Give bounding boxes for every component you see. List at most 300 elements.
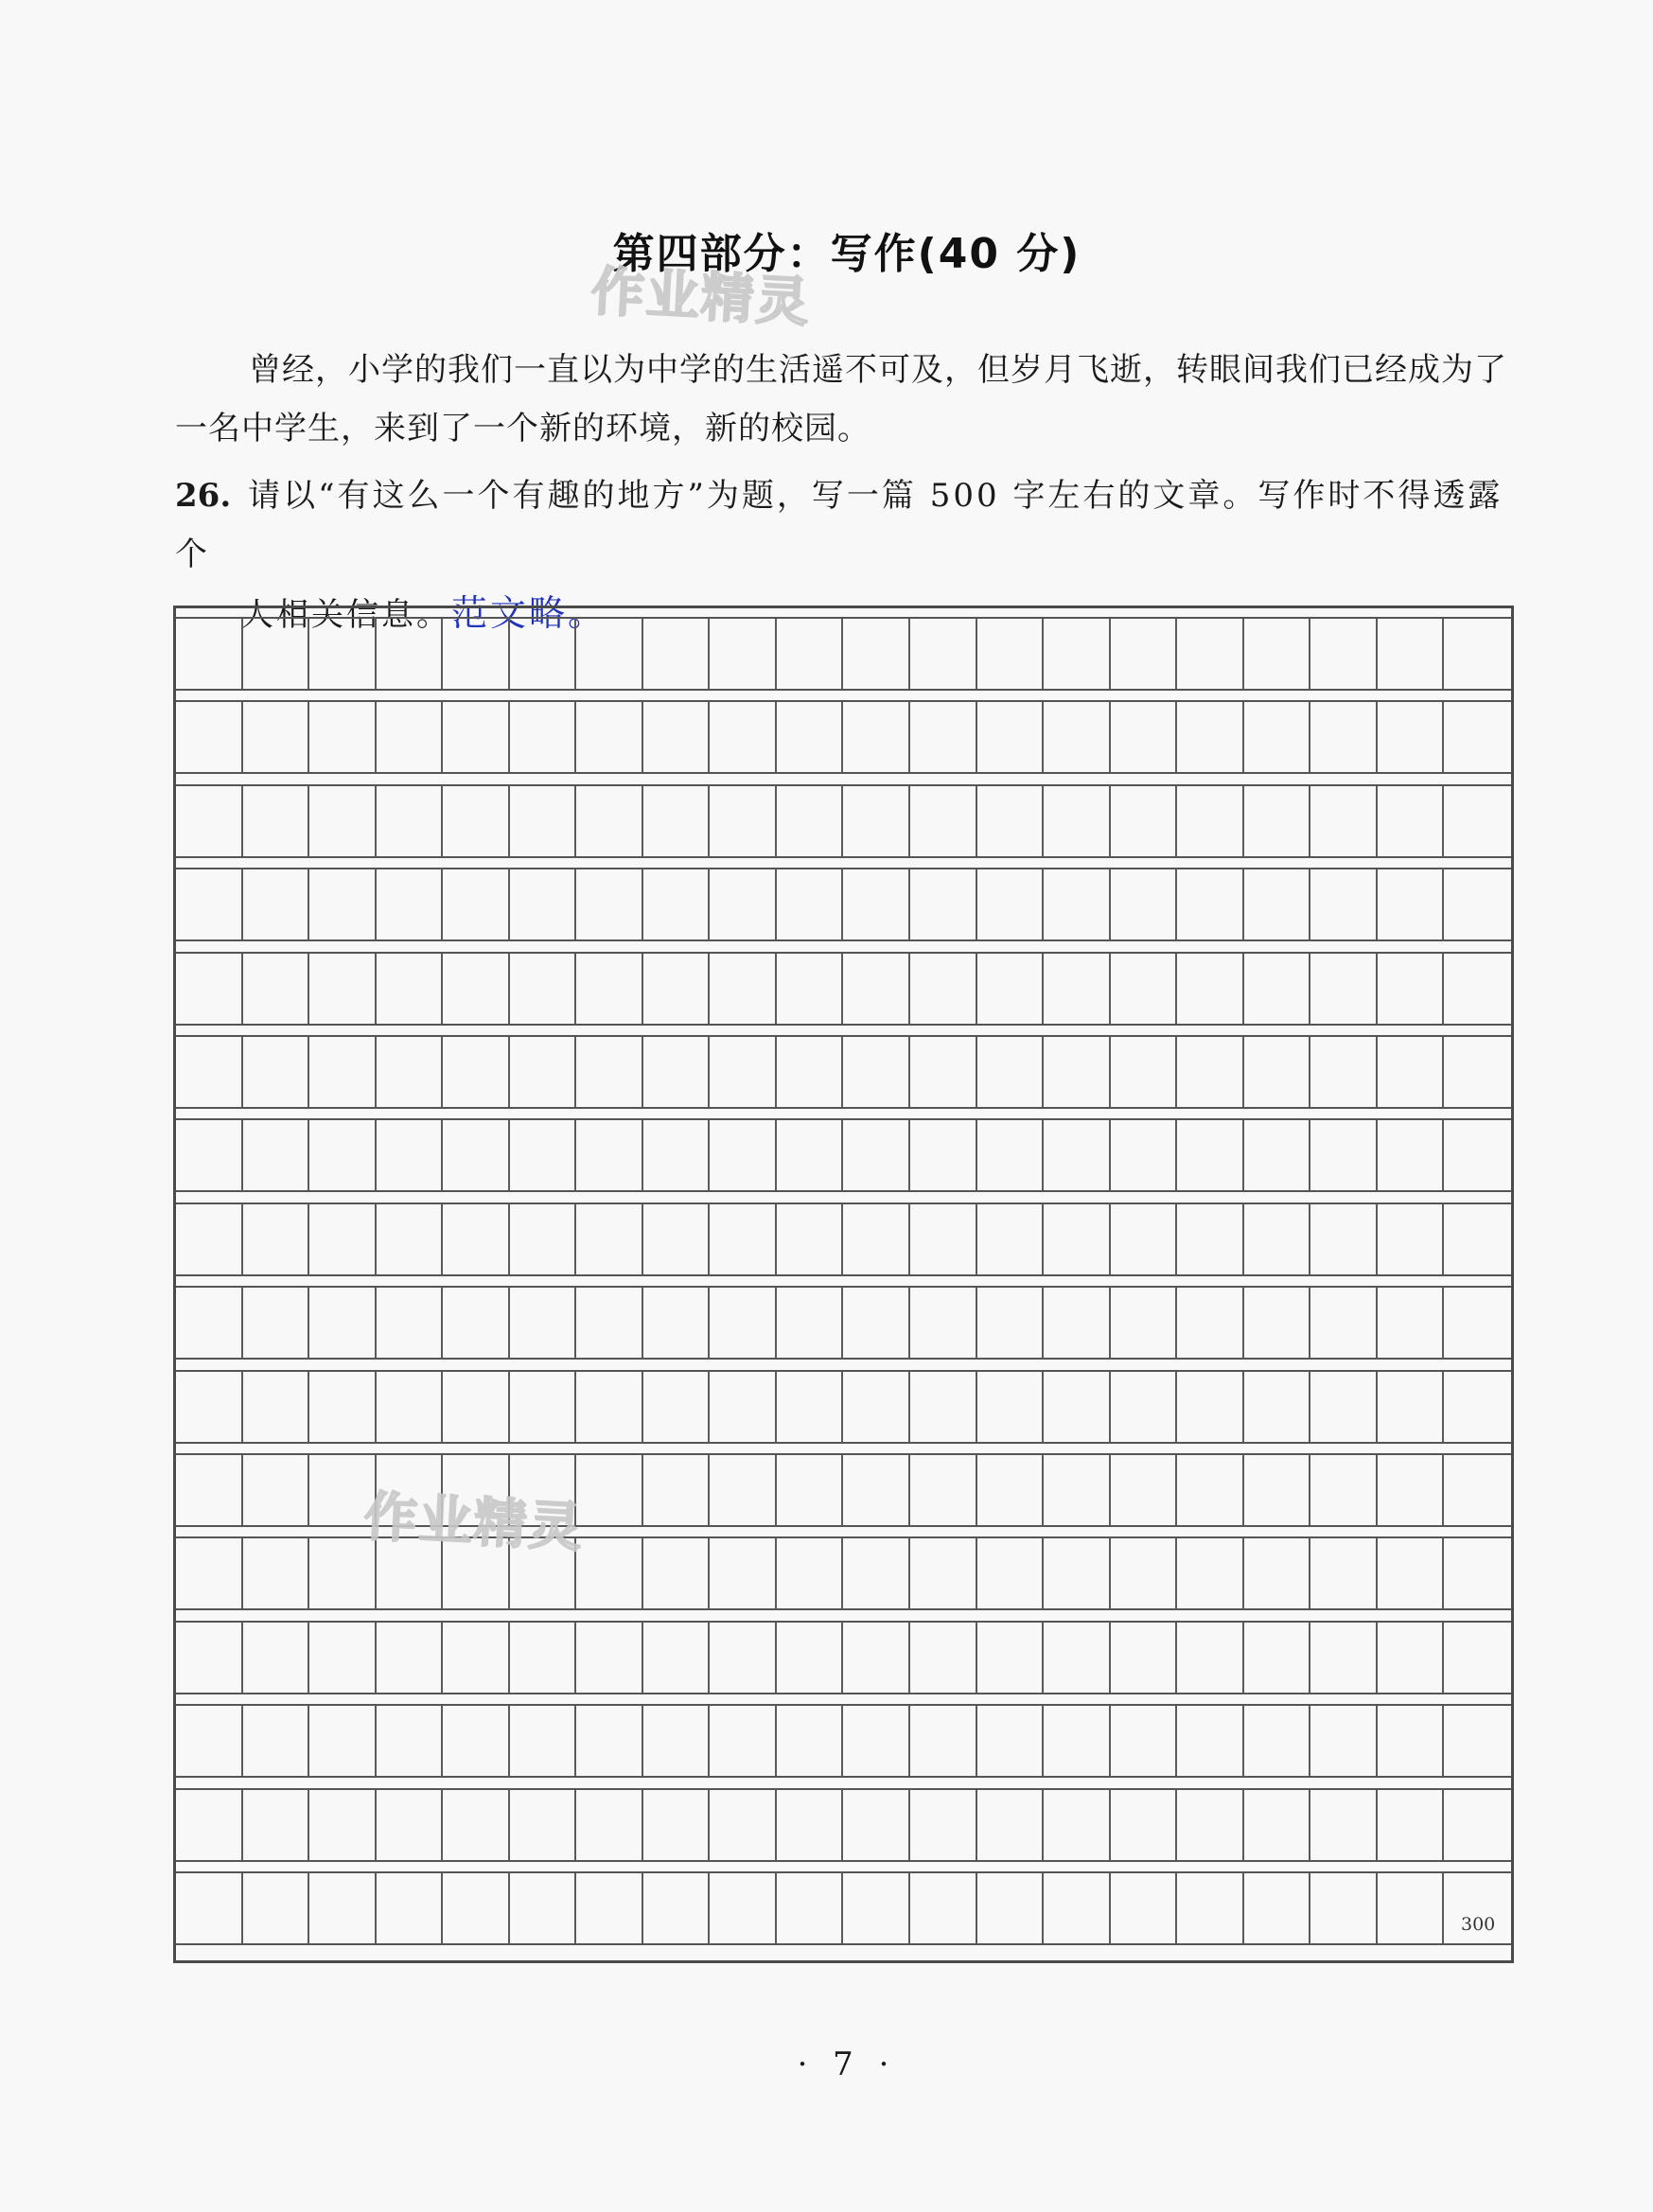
grid-cell[interactable] — [1244, 1120, 1311, 1190]
grid-cell[interactable] — [910, 1623, 977, 1693]
grid-cell[interactable] — [910, 954, 977, 1024]
grid-cell[interactable] — [977, 1204, 1045, 1274]
grid-cell[interactable] — [309, 1288, 377, 1358]
grid-cell[interactable] — [443, 1790, 510, 1860]
grid-cell[interactable] — [176, 1873, 243, 1943]
grid-cell[interactable] — [1378, 1455, 1445, 1525]
grid-cell[interactable] — [1111, 1204, 1178, 1274]
grid-cell[interactable] — [1444, 954, 1511, 1024]
grid-cell[interactable] — [777, 1873, 844, 1943]
grid-cell[interactable] — [643, 1372, 711, 1442]
grid-cell[interactable] — [1444, 869, 1511, 939]
grid-cell[interactable] — [1244, 869, 1311, 939]
grid-cell[interactable] — [243, 1873, 310, 1943]
grid-cell[interactable] — [777, 954, 844, 1024]
grid-cell[interactable] — [176, 702, 243, 772]
grid-cell[interactable] — [777, 1037, 844, 1107]
grid-cell[interactable] — [309, 1120, 377, 1190]
grid-cell[interactable] — [377, 702, 444, 772]
grid-cell[interactable] — [443, 1873, 510, 1943]
grid-cell[interactable] — [1444, 702, 1511, 772]
grid-cell[interactable] — [510, 1623, 577, 1693]
grid-cell[interactable] — [1310, 619, 1378, 689]
grid-cell[interactable] — [777, 1706, 844, 1776]
grid-cell[interactable] — [1378, 786, 1445, 856]
grid-cell[interactable] — [1378, 1706, 1445, 1776]
grid-cell[interactable] — [377, 1288, 444, 1358]
grid-cell[interactable] — [1177, 1372, 1244, 1442]
grid-cell[interactable] — [1111, 1706, 1178, 1776]
grid-cell[interactable] — [1177, 619, 1244, 689]
grid-cell[interactable] — [710, 1037, 777, 1107]
grid-cell[interactable] — [910, 1120, 977, 1190]
grid-cell[interactable] — [710, 1538, 777, 1608]
grid-cell[interactable] — [510, 869, 577, 939]
grid-cell[interactable] — [1378, 1288, 1445, 1358]
grid-cell[interactable] — [977, 954, 1045, 1024]
grid-cell[interactable] — [1177, 702, 1244, 772]
grid-cell[interactable] — [176, 1372, 243, 1442]
grid-cell[interactable] — [643, 1455, 711, 1525]
grid-cell[interactable] — [1378, 1372, 1445, 1442]
grid-cell[interactable] — [1111, 1372, 1178, 1442]
grid-cell[interactable] — [176, 954, 243, 1024]
grid-cell[interactable] — [643, 1623, 711, 1693]
grid-cell[interactable] — [1044, 1790, 1111, 1860]
grid-cell[interactable] — [1444, 1288, 1511, 1358]
grid-cell[interactable] — [1177, 1037, 1244, 1107]
grid-cell[interactable] — [910, 1372, 977, 1442]
grid-cell[interactable] — [710, 786, 777, 856]
grid-cell[interactable] — [1244, 1288, 1311, 1358]
grid-cell[interactable] — [843, 1706, 910, 1776]
grid-cell[interactable] — [843, 1623, 910, 1693]
grid-cell[interactable] — [910, 1790, 977, 1860]
grid-cell[interactable] — [1111, 1873, 1178, 1943]
grid-cell[interactable] — [843, 1120, 910, 1190]
grid-cell[interactable] — [176, 869, 243, 939]
grid-cell[interactable] — [1044, 1538, 1111, 1608]
grid-cell[interactable] — [309, 869, 377, 939]
grid-cell[interactable] — [977, 1873, 1045, 1943]
grid-cell[interactable] — [443, 1706, 510, 1776]
grid-cell[interactable] — [1244, 1790, 1311, 1860]
grid-cell[interactable] — [1111, 1538, 1178, 1608]
grid-cell[interactable] — [309, 1623, 377, 1693]
grid-cell[interactable] — [377, 1204, 444, 1274]
grid-cell[interactable] — [710, 702, 777, 772]
grid-cell[interactable] — [1378, 1623, 1445, 1693]
grid-cell[interactable] — [1044, 1455, 1111, 1525]
grid-cell[interactable] — [1044, 1288, 1111, 1358]
grid-cell[interactable] — [243, 619, 310, 689]
grid-cell[interactable] — [576, 1790, 643, 1860]
grid-cell[interactable] — [1310, 1790, 1378, 1860]
grid-cell[interactable] — [1111, 954, 1178, 1024]
grid-cell[interactable] — [576, 619, 643, 689]
grid-cell[interactable] — [1044, 702, 1111, 772]
grid-cell[interactable] — [243, 702, 310, 772]
grid-cell[interactable] — [1244, 702, 1311, 772]
grid-cell[interactable] — [243, 1372, 310, 1442]
grid-cell[interactable] — [510, 619, 577, 689]
grid-cell[interactable] — [710, 1204, 777, 1274]
grid-cell[interactable] — [443, 1120, 510, 1190]
grid-cell[interactable] — [1310, 954, 1378, 1024]
grid-cell[interactable] — [710, 1790, 777, 1860]
grid-cell[interactable] — [443, 1204, 510, 1274]
grid-cell[interactable] — [1111, 702, 1178, 772]
grid-cell[interactable] — [377, 1037, 444, 1107]
grid-cell[interactable] — [309, 1204, 377, 1274]
grid-cell[interactable] — [309, 1372, 377, 1442]
grid-cell[interactable] — [1310, 1120, 1378, 1190]
grid-cell[interactable] — [643, 1204, 711, 1274]
grid-cell[interactable] — [1378, 954, 1445, 1024]
grid-cell[interactable] — [1378, 869, 1445, 939]
grid-cell[interactable] — [910, 1204, 977, 1274]
grid-cell[interactable] — [643, 954, 711, 1024]
grid-cell[interactable] — [843, 786, 910, 856]
grid-cell[interactable] — [777, 619, 844, 689]
grid-cell[interactable] — [1177, 1120, 1244, 1190]
grid-cell[interactable] — [243, 1120, 310, 1190]
grid-cell[interactable] — [710, 954, 777, 1024]
grid-cell[interactable] — [1044, 619, 1111, 689]
grid-cell[interactable] — [377, 786, 444, 856]
grid-cell[interactable] — [576, 1873, 643, 1943]
grid-cell[interactable] — [1044, 869, 1111, 939]
grid-cell[interactable] — [1310, 1204, 1378, 1274]
grid-cell[interactable] — [377, 1120, 444, 1190]
grid-cell[interactable] — [1444, 1706, 1511, 1776]
grid-cell[interactable] — [1244, 1455, 1311, 1525]
grid-cell[interactable] — [1111, 1288, 1178, 1358]
grid-cell[interactable] — [1177, 1288, 1244, 1358]
grid-cell[interactable] — [843, 1204, 910, 1274]
grid-cell[interactable] — [243, 1288, 310, 1358]
grid-cell[interactable] — [1244, 1623, 1311, 1693]
grid-cell[interactable] — [1177, 1790, 1244, 1860]
grid-cell[interactable] — [1444, 786, 1511, 856]
grid-cell[interactable] — [576, 1538, 643, 1608]
grid-cell[interactable] — [1444, 1120, 1511, 1190]
grid-cell[interactable] — [309, 786, 377, 856]
grid-cell[interactable] — [1111, 1623, 1178, 1693]
grid-cell[interactable] — [1044, 954, 1111, 1024]
grid-cell[interactable] — [309, 619, 377, 689]
grid-cell[interactable] — [377, 869, 444, 939]
grid-cell[interactable] — [309, 954, 377, 1024]
grid-cell[interactable] — [1177, 1873, 1244, 1943]
grid-cell[interactable] — [510, 1790, 577, 1860]
grid-cell[interactable] — [1310, 1288, 1378, 1358]
grid-cell[interactable] — [309, 1037, 377, 1107]
grid-cell[interactable] — [1044, 1037, 1111, 1107]
grid-cell[interactable] — [176, 1790, 243, 1860]
grid-cell[interactable] — [710, 1623, 777, 1693]
grid-cell[interactable] — [777, 702, 844, 772]
grid-cell[interactable] — [910, 1288, 977, 1358]
grid-cell[interactable] — [176, 1538, 243, 1608]
grid-cell[interactable] — [576, 786, 643, 856]
grid-cell[interactable] — [510, 1706, 577, 1776]
grid-cell[interactable] — [910, 702, 977, 772]
grid-cell[interactable] — [977, 1790, 1045, 1860]
grid-cell[interactable] — [1177, 1204, 1244, 1274]
grid-cell[interactable] — [777, 1538, 844, 1608]
grid-cell[interactable] — [777, 869, 844, 939]
grid-cell[interactable] — [1177, 954, 1244, 1024]
grid-cell[interactable] — [977, 869, 1045, 939]
grid-cell[interactable] — [510, 1037, 577, 1107]
grid-cell[interactable] — [1444, 1204, 1511, 1274]
grid-cell[interactable] — [309, 1873, 377, 1943]
grid-cell[interactable] — [1111, 786, 1178, 856]
grid-cell[interactable] — [576, 869, 643, 939]
grid-cell[interactable] — [910, 1873, 977, 1943]
grid-cell[interactable] — [176, 619, 243, 689]
grid-cell[interactable] — [977, 786, 1045, 856]
grid-cell[interactable] — [1044, 1372, 1111, 1442]
grid-cell[interactable] — [843, 1372, 910, 1442]
grid-cell[interactable] — [1177, 1455, 1244, 1525]
grid-cell[interactable] — [443, 786, 510, 856]
grid-cell[interactable] — [1310, 786, 1378, 856]
grid-cell[interactable] — [377, 1873, 444, 1943]
grid-cell[interactable] — [1378, 1790, 1445, 1860]
grid-cell[interactable] — [377, 619, 444, 689]
grid-cell[interactable] — [377, 1372, 444, 1442]
grid-cell[interactable] — [1044, 1204, 1111, 1274]
grid-cell[interactable] — [1044, 1706, 1111, 1776]
grid-cell[interactable] — [510, 702, 577, 772]
grid-cell[interactable] — [643, 1790, 711, 1860]
grid-cell[interactable] — [443, 1037, 510, 1107]
grid-cell[interactable] — [576, 1120, 643, 1190]
grid-cell[interactable] — [1444, 1037, 1511, 1107]
grid-cell[interactable] — [1044, 1623, 1111, 1693]
grid-cell[interactable] — [910, 869, 977, 939]
grid-cell[interactable] — [1378, 1873, 1445, 1943]
grid-cell[interactable] — [176, 1706, 243, 1776]
grid-cell[interactable] — [1444, 1455, 1511, 1525]
grid-cell[interactable] — [710, 1706, 777, 1776]
grid-cell[interactable] — [243, 1455, 310, 1525]
grid-cell[interactable] — [777, 1455, 844, 1525]
grid-cell[interactable] — [643, 619, 711, 689]
grid-cell[interactable] — [176, 1623, 243, 1693]
grid-cell[interactable] — [576, 1372, 643, 1442]
grid-cell[interactable] — [176, 1455, 243, 1525]
grid-cell[interactable] — [1111, 619, 1178, 689]
grid-cell[interactable] — [243, 1706, 310, 1776]
grid-cell[interactable] — [1111, 1455, 1178, 1525]
grid-cell[interactable] — [443, 702, 510, 772]
grid-cell[interactable] — [977, 702, 1045, 772]
grid-cell[interactable] — [443, 1372, 510, 1442]
grid-cell[interactable] — [643, 1037, 711, 1107]
grid-cell[interactable] — [443, 619, 510, 689]
grid-cell[interactable] — [243, 869, 310, 939]
grid-cell[interactable] — [910, 1455, 977, 1525]
grid-cell[interactable] — [576, 1204, 643, 1274]
grid-cell[interactable] — [1310, 1538, 1378, 1608]
grid-cell[interactable] — [710, 1372, 777, 1442]
grid-cell[interactable] — [643, 702, 711, 772]
grid-cell[interactable] — [777, 1288, 844, 1358]
grid-cell[interactable] — [243, 1204, 310, 1274]
grid-cell[interactable] — [377, 1790, 444, 1860]
grid-cell[interactable] — [309, 702, 377, 772]
grid-cell[interactable] — [443, 869, 510, 939]
grid-cell[interactable] — [576, 1037, 643, 1107]
grid-cell[interactable] — [377, 954, 444, 1024]
grid-cell[interactable] — [843, 1790, 910, 1860]
grid-cell[interactable] — [977, 1372, 1045, 1442]
grid-cell[interactable] — [576, 1706, 643, 1776]
grid-cell[interactable] — [1244, 1372, 1311, 1442]
grid-cell[interactable] — [510, 1120, 577, 1190]
grid-cell[interactable] — [443, 1623, 510, 1693]
grid-cell[interactable] — [777, 1120, 844, 1190]
grid-cell[interactable] — [377, 1706, 444, 1776]
grid-cell[interactable] — [777, 1623, 844, 1693]
grid-cell[interactable] — [309, 1706, 377, 1776]
grid-cell[interactable] — [977, 619, 1045, 689]
grid-cell[interactable] — [977, 1455, 1045, 1525]
grid-cell[interactable] — [1310, 869, 1378, 939]
grid-cell[interactable] — [910, 1538, 977, 1608]
grid-cell[interactable] — [1044, 786, 1111, 856]
grid-cell[interactable] — [1244, 619, 1311, 689]
grid-cell[interactable] — [843, 1455, 910, 1525]
grid-cell[interactable] — [910, 1706, 977, 1776]
grid-cell[interactable] — [1310, 1873, 1378, 1943]
grid-cell[interactable] — [309, 1790, 377, 1860]
grid-cell[interactable] — [1177, 1623, 1244, 1693]
grid-cell[interactable] — [243, 954, 310, 1024]
grid-cell[interactable] — [710, 1455, 777, 1525]
grid-cell[interactable] — [1310, 1037, 1378, 1107]
grid-cell[interactable] — [1378, 1037, 1445, 1107]
grid-cell[interactable] — [243, 1623, 310, 1693]
grid-cell[interactable] — [643, 1288, 711, 1358]
grid-cell[interactable] — [176, 1204, 243, 1274]
grid-cell[interactable] — [443, 954, 510, 1024]
grid-cell[interactable] — [576, 702, 643, 772]
grid-cell[interactable] — [977, 1706, 1045, 1776]
grid-cell[interactable] — [1244, 786, 1311, 856]
grid-cell[interactable] — [843, 954, 910, 1024]
grid-cell[interactable] — [1177, 1706, 1244, 1776]
grid-cell[interactable] — [1111, 1120, 1178, 1190]
grid-cell[interactable] — [243, 786, 310, 856]
grid-cell[interactable] — [1444, 1623, 1511, 1693]
grid-cell[interactable] — [243, 1538, 310, 1608]
grid-cell[interactable] — [843, 1538, 910, 1608]
grid-cell[interactable] — [1177, 869, 1244, 939]
grid-cell[interactable] — [910, 786, 977, 856]
grid-cell[interactable] — [1177, 786, 1244, 856]
grid-cell[interactable] — [1244, 1873, 1311, 1943]
grid-cell[interactable] — [910, 1037, 977, 1107]
grid-cell[interactable] — [176, 786, 243, 856]
grid-cell[interactable] — [1444, 1372, 1511, 1442]
grid-cell[interactable] — [1111, 869, 1178, 939]
grid-cell[interactable] — [710, 1288, 777, 1358]
grid-cell[interactable] — [377, 1623, 444, 1693]
grid-cell[interactable] — [176, 1037, 243, 1107]
grid-cell[interactable] — [977, 1288, 1045, 1358]
grid-cell[interactable] — [1244, 1037, 1311, 1107]
grid-cell[interactable] — [1378, 1538, 1445, 1608]
grid-cell[interactable] — [977, 1623, 1045, 1693]
grid-cell[interactable] — [710, 619, 777, 689]
grid-cell[interactable] — [777, 1372, 844, 1442]
grid-cell[interactable] — [510, 1288, 577, 1358]
grid-cell[interactable] — [1310, 702, 1378, 772]
grid-cell[interactable] — [843, 702, 910, 772]
grid-cell[interactable] — [1244, 1204, 1311, 1274]
grid-cell[interactable] — [643, 1706, 711, 1776]
grid-cell[interactable] — [1310, 1455, 1378, 1525]
grid-cell[interactable] — [977, 1120, 1045, 1190]
grid-cell[interactable] — [643, 1538, 711, 1608]
grid-cell[interactable] — [710, 869, 777, 939]
grid-cell[interactable] — [176, 1288, 243, 1358]
grid-cell[interactable] — [777, 1204, 844, 1274]
grid-cell[interactable] — [1378, 1120, 1445, 1190]
grid-cell[interactable] — [510, 1873, 577, 1943]
grid-cell[interactable] — [510, 1204, 577, 1274]
grid-cell[interactable] — [1378, 1204, 1445, 1274]
grid-cell[interactable] — [510, 786, 577, 856]
grid-cell[interactable] — [1444, 1790, 1511, 1860]
grid-cell[interactable] — [643, 786, 711, 856]
grid-cell[interactable] — [510, 1372, 577, 1442]
grid-cell[interactable] — [977, 1538, 1045, 1608]
grid-cell[interactable] — [1310, 1706, 1378, 1776]
grid-cell[interactable] — [1444, 1538, 1511, 1608]
grid-cell[interactable] — [1444, 619, 1511, 689]
grid-cell[interactable] — [977, 1037, 1045, 1107]
grid-cell[interactable] — [176, 1120, 243, 1190]
grid-cell[interactable] — [1378, 702, 1445, 772]
grid-cell[interactable] — [843, 1037, 910, 1107]
grid-cell[interactable] — [777, 1790, 844, 1860]
grid-cell[interactable] — [1244, 1706, 1311, 1776]
grid-cell[interactable] — [443, 1288, 510, 1358]
grid-cell[interactable] — [243, 1037, 310, 1107]
grid-cell[interactable] — [843, 1873, 910, 1943]
grid-cell[interactable] — [576, 1455, 643, 1525]
grid-cell[interactable] — [1378, 619, 1445, 689]
grid-cell[interactable] — [1044, 1120, 1111, 1190]
grid-cell[interactable] — [1310, 1372, 1378, 1442]
grid-cell[interactable] — [1111, 1037, 1178, 1107]
grid-cell[interactable] — [710, 1120, 777, 1190]
grid-cell[interactable] — [576, 1623, 643, 1693]
grid-cell[interactable] — [1044, 1873, 1111, 1943]
grid-cell[interactable] — [710, 1873, 777, 1943]
grid-cell[interactable] — [243, 1790, 310, 1860]
grid-cell[interactable] — [643, 1120, 711, 1190]
grid-cell[interactable] — [643, 869, 711, 939]
grid-cell[interactable] — [843, 1288, 910, 1358]
grid-cell[interactable] — [1177, 1538, 1244, 1608]
grid-cell[interactable] — [576, 1288, 643, 1358]
